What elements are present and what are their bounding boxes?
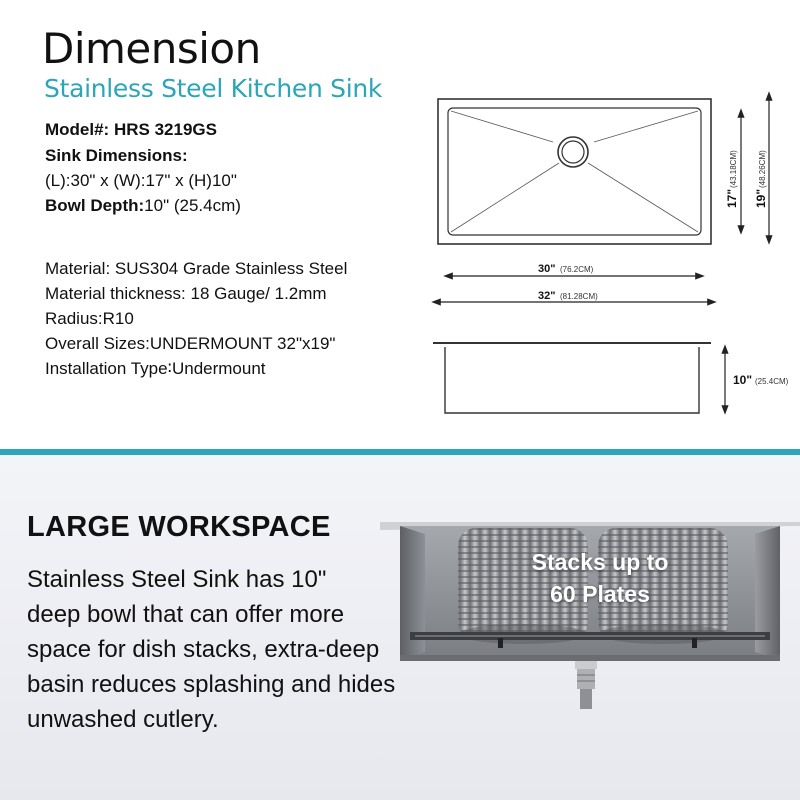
sink-top-view bbox=[438, 99, 711, 244]
depth-label: 10" bbox=[733, 373, 753, 387]
workspace-line: basin reduces splashing and hides bbox=[27, 671, 396, 698]
spec-install: Installation Type∶Undermount bbox=[45, 359, 266, 378]
workspace-line: unwashed cutlery. bbox=[27, 706, 219, 733]
workspace-line: Stainless Steel Sink has 10" bbox=[27, 566, 327, 593]
width-outer-cm: (81.28CM) bbox=[560, 292, 598, 301]
height-outer-cm: (48.26CM) bbox=[758, 150, 767, 188]
height-inner-label: 17" bbox=[725, 188, 739, 208]
stacks-badge-line2: 60 Plates bbox=[550, 581, 650, 607]
page-subtitle: Stainless Steel Kitchen Sink bbox=[44, 74, 383, 103]
workspace-description bbox=[27, 562, 417, 737]
spec-depth-label: Bowl Depth: bbox=[45, 196, 145, 215]
spec-dims-label: Sink Dimensions: bbox=[45, 146, 188, 165]
stacks-badge bbox=[505, 546, 695, 610]
spec-model-value: HRS 3219GS bbox=[113, 120, 217, 139]
spec-material: Material: SUS304 Grade Stainless Steel bbox=[45, 259, 348, 278]
workspace-line: deep bowl that can offer more bbox=[27, 601, 345, 628]
workspace-line: space for dish stacks, extra-deep bbox=[27, 636, 380, 663]
stacks-badge-line1: Stacks up to bbox=[531, 549, 669, 575]
width-inner-cm: (76.2CM) bbox=[560, 265, 594, 274]
page-title: Dimension bbox=[42, 24, 261, 73]
spec-model-label: Model#: bbox=[45, 120, 110, 139]
width-inner-label: 30" bbox=[538, 263, 556, 275]
spec-depth-value: 10" (25.4cm) bbox=[144, 196, 241, 215]
spec-dims-value: (L):30" x (W):17" x (H)10" bbox=[45, 171, 237, 190]
spec-radius: Radius:R10 bbox=[45, 309, 134, 328]
height-inner-cm: (43.18CM) bbox=[729, 150, 738, 188]
width-outer-label: 32" bbox=[538, 290, 556, 302]
sink-side-view bbox=[433, 343, 711, 413]
height-outer-label: 19" bbox=[754, 188, 768, 208]
spec-thickness: Material thickness: 18 Gauge/ 1.2mm bbox=[45, 284, 327, 303]
spec-overall: Overall Sizes:UNDERMOUNT 32"x19" bbox=[45, 334, 336, 353]
depth-cm: (25.4CM) bbox=[755, 377, 789, 386]
workspace-heading: LARGE WORKSPACE bbox=[27, 511, 331, 543]
